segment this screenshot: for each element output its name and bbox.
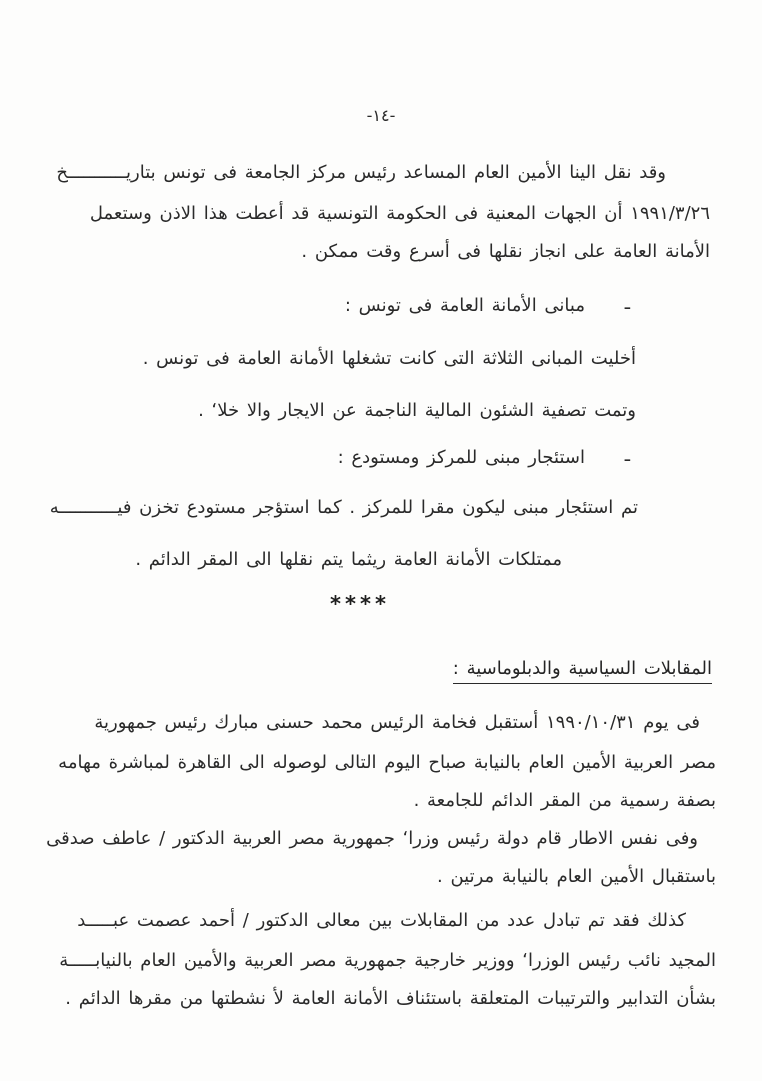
intro-line-2: ١٩٩١/٣/٢٦ أن الجهات المعنية فى الحكومة التونسية قد أعطت هذا الاذن وستعمل	[89, 203, 710, 224]
bullet-title-buildings: مبانى الأمانة العامة فى تونس :	[344, 295, 585, 316]
bullet-dash: ـ	[624, 445, 630, 466]
section-separator: ****	[330, 592, 390, 616]
page-number: -١٤-	[366, 106, 396, 125]
rental-line-2: ممتلكات الأمانة العامة ريثما يتم نقلها الى المقر الدائم .	[135, 549, 562, 570]
intro-line-1: وقد نقل الينا الأمين العام المساعد رئيس مركز الجامعة فى تونس بتاريـــــــــــخ	[56, 162, 666, 183]
meetings-p1-line-2: مصر العربية الأمين العام بالنيابة صباح اليوم التالى لوصوله الى القاهرة لمباشرة مهامه	[58, 752, 716, 773]
meetings-p2-line-1: وفى نفس الاطار قام دولة رئيس وزرا‘ جمهورية مصر العربية الدكتور / عاطف صدقى	[46, 828, 698, 849]
meetings-p1-line-1: فى يوم ١٩٩٠/١٠/٣١ أستقبل فخامة الرئيس محمد حسنى مبارك رئيس جمهورية	[94, 712, 700, 733]
buildings-line-1: أخليت المبانى الثلاثة التى كانت تشغلها الأمانة العامة فى تونس .	[142, 348, 636, 369]
bullet-title-rental: استئجار مبنى للمركز ومستودع :	[337, 447, 585, 468]
meetings-p3-line-3: بشأن التدابير والترتيبات المتعلقة باستئناف الأمانة العامة لأ نشطتها من مقرها الدائم .	[65, 988, 716, 1009]
intro-line-3: الأمانة العامة على انجاز نقلها فى أسرع وقت ممكن .	[301, 241, 710, 262]
section-heading-meetings: المقابلات السياسية والدبلوماسية :	[453, 658, 712, 684]
buildings-line-2: وتمت تصفية الشئون المالية الناجمة عن الايجار والا خلا‘ .	[198, 400, 636, 421]
rental-line-1: تم استئجار مبنى ليكون مقرا للمركز . كما استؤجر مستودع تخزن فيـــــــــــه	[49, 497, 638, 518]
meetings-p3-line-2: المجيد نائب رئيس الوزرا‘ ووزير خارجية جمهورية مصر العربية والأمين العام بالنيابـــــة	[59, 950, 716, 971]
bullet-dash: ـ	[624, 293, 630, 314]
meetings-p3-line-1: كذلك فقد تم تبادل عدد من المقابلات بين معالى الدكتور / أحمد عصمت عبـــــد	[77, 910, 686, 931]
meetings-p1-line-3: بصفة رسمية من المقر الدائم للجامعة .	[413, 790, 716, 811]
meetings-p2-line-2: باستقبال الأمين العام بالنيابة مرتين .	[437, 866, 716, 887]
